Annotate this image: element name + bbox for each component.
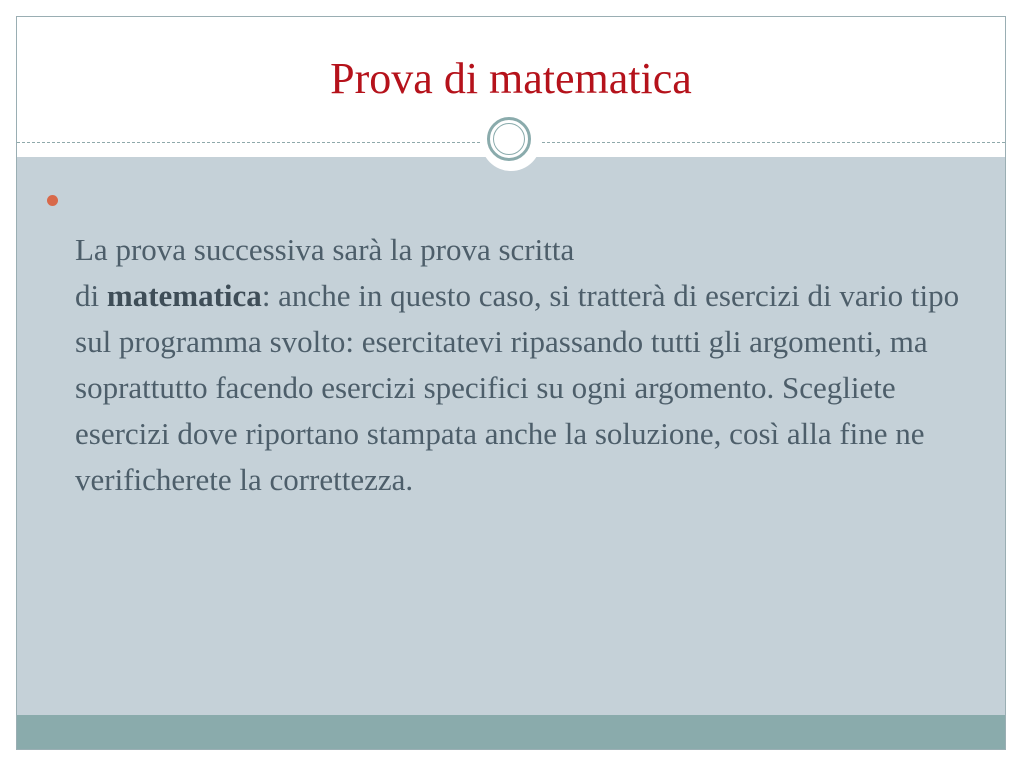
circle-emblem-inner	[493, 123, 525, 155]
slide	[16, 16, 1006, 750]
footer-band	[17, 715, 1005, 749]
body-line-2-prefix: di	[75, 278, 107, 313]
bullet-text	[75, 227, 975, 503]
bullet-icon	[47, 195, 58, 206]
body-line-1: La prova successiva sarà la prova scritta	[75, 232, 575, 267]
body-rest: : anche in questo caso, si tratterà di esercizi di vario tipo sul programma svolto: esercitatevi ripassando tutti gli argomenti, ma soprattutto facendo esercizi specifici su ogni argomento. Scegliete esercizi dove riportano stampata anche la soluzione, così alla fine ne verificherete la correttezza.	[75, 278, 960, 497]
slide-title: Prova di matematica	[330, 54, 692, 103]
body-bold-word: matematica	[106, 278, 262, 313]
